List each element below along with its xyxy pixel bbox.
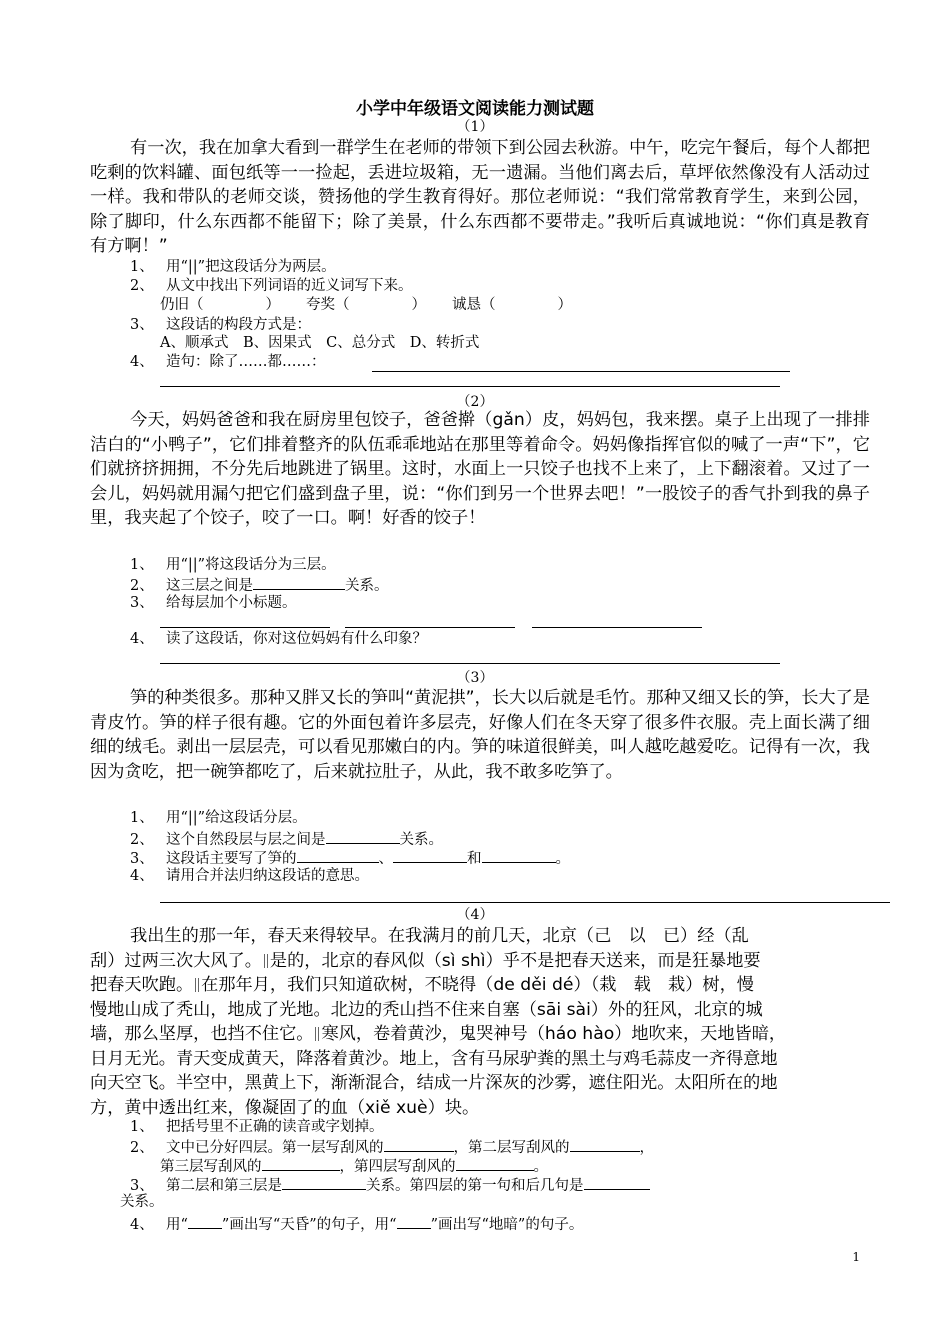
layer-divider xyxy=(264,954,268,968)
answer-line[interactable] xyxy=(532,627,702,628)
fill-blank[interactable] xyxy=(456,1156,534,1171)
section-number: （2） xyxy=(456,394,494,410)
question: 1、 用“||”将这段话分为三层。 xyxy=(130,557,336,573)
layer-divider xyxy=(195,978,199,992)
passage-text: 今天，妈妈爸爸和我在厨房里包饺子，爸爸擀（gǎn）皮，妈妈包，我来摆。桌子上出现了一排排洁白的“小鸭子”，它们排着整齐的队伍乖乖地站在那里等着命令。妈妈像指挥官似的喊了一声“下”，它们就挤挤拥拥，不分先后地跳进了锅里。这时，水面上一只饺子也找不上来了，上下翻滚着。又过了一会儿，妈妈就用漏勺把它们盛到盘子里，说：“你们到另一个世界去吧！”一股饺子的香气扑到我的鼻子里，我夹起了个饺子，咬了一口。啊！好香的饺子！ xyxy=(90,410,870,528)
answer-line[interactable] xyxy=(160,386,780,387)
question: 2、 从文中找出下列词语的近义词写下来。 xyxy=(130,278,413,294)
question-continued: 第三层写刮风的 ，第四层写刮风的 。 xyxy=(160,1156,880,1176)
answer-line[interactable] xyxy=(160,663,780,664)
section-number: （3） xyxy=(456,670,494,686)
fill-blank[interactable] xyxy=(393,848,467,863)
question: 4、 请用合并法归纳这段话的意思。 xyxy=(130,868,369,884)
fill-blank[interactable] xyxy=(326,829,400,844)
question: 2、 这个自然段层与层之间是 关系。 xyxy=(130,829,850,849)
question: 4、 造句：除了……都……： xyxy=(130,354,326,370)
fill-blank[interactable] xyxy=(384,1137,454,1152)
section-number: （4） xyxy=(456,907,494,923)
passage-text: 有一次，我在加拿大看到一群学生在老师的带领下到公园去秋游。中午，吃完午餐后，每个人都把吃剩的饮料罐、面包纸等一一捡起，丢进垃圾箱，无一遗漏。当他们离去后，草坪依然像没有人活动过一样。我和带队的老师交谈，赞扬他的学生教育得好。那位老师说：“我们常常教育学生，来到公园，除了脚印，什么东西都不能留下；除了美景，什么东西都不要带走。”我听后真诚地说：“你们真是教育有方啊！” xyxy=(90,138,870,256)
question: 3、 这段话的构段方式是： xyxy=(130,317,311,333)
question: 2、 这三层之间是 关系。 xyxy=(130,575,850,595)
question: 1、 把括号里不正确的读音或字划掉。 xyxy=(130,1119,384,1135)
layer-divider xyxy=(315,1027,319,1041)
answer-line[interactable] xyxy=(160,902,890,903)
question-continued: 关系。 xyxy=(120,1194,164,1210)
passage-text: 笋的种类很多。那种又胖又长的笋叫“黄泥拱”，长大以后就是毛竹。那种又细又长的笋，长大了是青皮竹。笋的样子很有趣。它的外面包着许多层壳，好像人们在冬天穿了很多件衣服。壳上面长满了细细的绒毛。剥出一层层壳，可以看见那嫩白的内。笋的味道很鲜美，叫人越吃越爱吃。记得有一次，我因为贪吃，把一碗笋都吃了，后来就拉肚子，从此，我不敢多吃笋了。 xyxy=(90,688,870,782)
question: 1、 用“||”把这段话分为两层。 xyxy=(130,259,336,275)
question: 4、 读了这段话，你对这位妈妈有什么印象？ xyxy=(130,631,427,647)
passage-text: 我出生的那一年，春天来得较早。在我满月的前几天，北京（己 以 已）经（乱 刮）过两三次大风了。 是的，北京的春风似（sì shì）乎不是把春天送来，而是狂暴地要 把春天吹跑。 在那年月，我们只知道砍树，不晓得（de děi dé）（栽 载 栽）树，慢 慢地山成了秃山，地成了光地。北边的秃山挡不住来自塞（sāi sài）外的狂风，北京的城 墙，那么坚厚，也挡不住它。 寒风，卷着黄沙，鬼哭神号（háo hào）地吹来，天地皆暗， 日月无光。青天变成黄天，降落着黄沙。地上，含有马尿驴粪的黑土与鸡毛蒜皮一齐得意地 向天空飞。半空中，黑黄上下，渐渐混合，结成一片深灰的沙雾，遮住阳光。太阳所在的地 方，黄中透出红来，像凝固了的血（xiě xuè）块。 xyxy=(90,926,787,1118)
answer-line[interactable] xyxy=(160,627,330,628)
question: 1、 用“||”给这段话分层。 xyxy=(130,810,307,826)
question: 4、 用“ ”画出写“天昏”的句子，用“ ”画出写“地暗”的句子。 xyxy=(130,1214,850,1234)
fill-blank[interactable] xyxy=(584,1175,650,1190)
synonym-words: 仍旧（ ） 夸奖（ ） 诚恳（ ） xyxy=(160,297,572,313)
underline-mark xyxy=(397,1214,431,1229)
page-title: 小学中年级语文阅读能力测试题 xyxy=(356,99,594,119)
fill-blank[interactable] xyxy=(482,848,556,863)
answer-line[interactable] xyxy=(372,371,790,372)
fill-blank[interactable] xyxy=(297,848,379,863)
fill-blank[interactable] xyxy=(262,1156,340,1171)
question: 3、 这段话主要写了笋的 、 和 。 xyxy=(130,848,850,868)
fill-blank[interactable] xyxy=(282,1175,366,1190)
fill-blank[interactable] xyxy=(570,1137,640,1152)
question: 2、 文中已分好四层。第一层写刮风的 ，第二层写刮风的 ， xyxy=(130,1137,850,1157)
underline-mark xyxy=(188,1214,222,1229)
section-number: （1） xyxy=(456,119,494,135)
fill-blank[interactable] xyxy=(253,575,345,590)
page-number: 1 xyxy=(852,1250,860,1264)
answer-options: A、顺承式 B、因果式 C、总分式 D、转折式 xyxy=(160,335,480,351)
question: 3、 第二层和第三层是 关系。第四层的第一句和后几句是 xyxy=(130,1175,850,1195)
question: 3、 给每层加个小标题。 xyxy=(130,595,297,611)
answer-line[interactable] xyxy=(345,627,515,628)
